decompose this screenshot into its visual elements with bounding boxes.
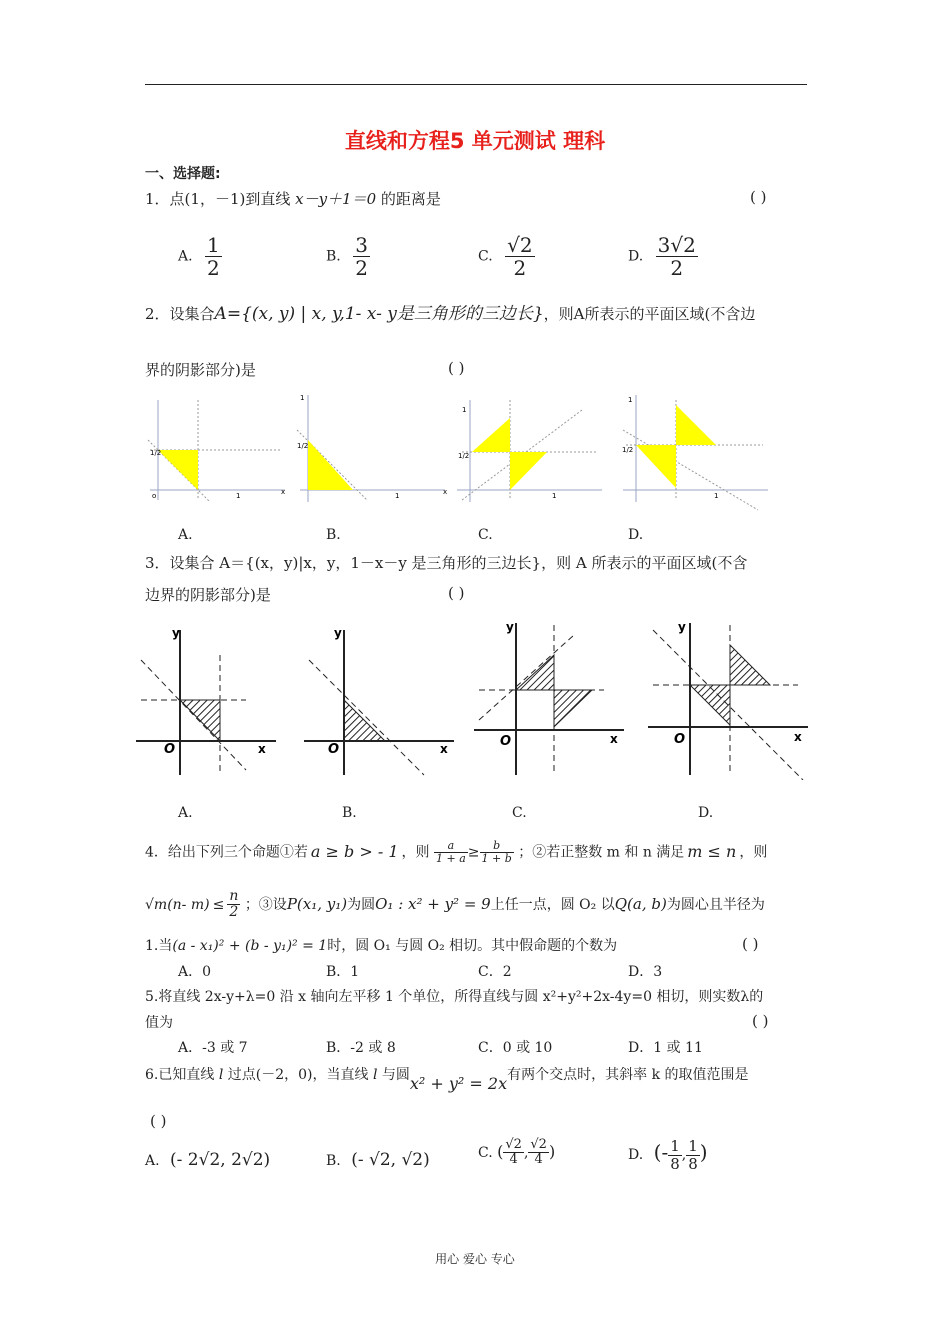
denominator: 8 <box>688 1154 698 1173</box>
fraction <box>205 234 222 279</box>
q6-line-var: l <box>218 1067 224 1083</box>
shaded-region <box>308 440 353 490</box>
option-label: B. <box>326 1153 341 1169</box>
denominator: 4 <box>509 1152 518 1168</box>
q4-line3-expr: (a - x₁)² + (b - y₁)² = 1 <box>172 938 328 954</box>
denominator: 2 <box>229 904 239 921</box>
axis-label-x: x <box>794 730 802 744</box>
q4-text-c: ；②若正整数 m 和 n 满足 <box>518 844 685 861</box>
shaded-region <box>730 645 770 685</box>
shaded-region <box>554 690 592 727</box>
q1-expr: x－y＋1＝0 <box>295 190 377 208</box>
axis-label-half: 1/2 <box>622 446 634 454</box>
fraction <box>668 1138 682 1172</box>
q4-center: Q(a, b) <box>614 894 667 913</box>
numerator: √2 <box>530 1137 547 1152</box>
fraction <box>686 1138 700 1172</box>
fraction <box>528 1138 549 1168</box>
q4-point: P(x₁, y₁) <box>286 894 348 913</box>
q3-figure-c <box>474 620 624 775</box>
q6-option-b <box>326 1150 430 1170</box>
fraction <box>434 840 468 865</box>
q4-line3-text: 1.当 <box>145 938 173 954</box>
q4-text-h: 为圆心且半径为 <box>666 896 765 913</box>
ge-sign: ≥ <box>467 844 480 861</box>
q6-option-d: D. (- $\frac{1}{8}$ , $\frac{1}{8}$ ) <box>628 1137 708 1173</box>
q2-option-b: B. <box>326 527 341 543</box>
header-rule <box>145 84 807 85</box>
numerator: √2 <box>505 1137 522 1152</box>
denominator: 8 <box>670 1154 680 1173</box>
axis-label-origin: O <box>164 742 176 757</box>
denominator: 2 <box>207 256 220 280</box>
q3-option-c: C. <box>512 805 527 821</box>
fraction <box>353 234 370 279</box>
axis-label-one-x: 1 <box>552 492 557 500</box>
fraction <box>505 234 534 279</box>
q5-line2: 值为 <box>145 1015 173 1031</box>
q1-option-d <box>628 234 698 279</box>
q2-set-expr: A={(x, y) | x, y,1- x- y是三角形的三边长} <box>214 304 544 324</box>
numerator: a <box>434 840 468 853</box>
axis-label-one: 1 <box>300 394 305 402</box>
q2-figure-d <box>622 395 768 510</box>
q4-sqrt-expr: √m(n- m) <box>145 896 210 913</box>
option-label: C. <box>478 248 493 265</box>
axis-label-one: 1 <box>236 492 241 500</box>
axis-label-half: 1/2 <box>458 452 470 460</box>
fraction <box>480 840 514 865</box>
q3-option-b: B. <box>342 805 357 821</box>
denominator: 2 <box>355 256 368 280</box>
q5-option-a: A．-3 或 7 <box>178 1040 248 1056</box>
shaded-region <box>690 685 730 725</box>
q1-answer-blank: ( ) <box>750 188 767 206</box>
page-footer: 用心 爱心 专心 <box>435 1252 515 1266</box>
q2-text: 2．设集合 <box>145 305 215 323</box>
q6-line-var: l <box>372 1067 378 1083</box>
question-1 <box>145 188 441 209</box>
q4-cond1: a ≥ b > - 1 <box>310 841 399 861</box>
q4-text-b: ，则 <box>401 844 430 861</box>
shaded-region <box>510 452 547 490</box>
axis-label-origin: O <box>328 742 340 757</box>
axis-label-half: 1/2 <box>297 442 309 450</box>
numerator: 1 <box>207 233 220 257</box>
axis-label-one: 1 <box>628 396 633 404</box>
q2-line2-text: 界的阴影部分)是 <box>145 361 256 379</box>
shaded-region <box>344 700 385 741</box>
option-label: D. <box>628 248 644 265</box>
q1-option-b <box>326 234 370 279</box>
numerator: 3 <box>355 233 368 257</box>
q6-answer-blank: ( ) <box>150 1112 167 1130</box>
q3-figure-b <box>304 626 454 775</box>
q1-text-end: 的距离是 <box>376 190 441 208</box>
fraction <box>503 1138 524 1168</box>
axis-label-x: x <box>281 488 286 496</box>
axis-label-x: x <box>440 742 448 756</box>
q6-option-a-expr: (- 2√2, 2√2) <box>170 1150 271 1170</box>
shaded-region <box>636 445 676 488</box>
q4-option-b: B．1 <box>326 964 360 980</box>
axis-label-one: 1 <box>462 406 467 414</box>
q2-figure-c <box>457 400 602 502</box>
axis-label-one-x: 1 <box>395 492 400 500</box>
q6-text-b: 过点(－2，0)，当直线 <box>223 1067 373 1083</box>
axis-label-origin: o <box>152 492 157 500</box>
q2-text-b: ，则 <box>543 305 574 323</box>
option-label: A. <box>178 248 193 265</box>
q3-line2: 边界的阴影部分)是 <box>145 586 271 604</box>
q2-figure-a <box>148 400 285 502</box>
shaded-region <box>676 405 716 445</box>
fraction <box>656 234 698 279</box>
q6-text-d: 有两个交点时，其斜率 k 的取值范围是 <box>507 1067 749 1083</box>
fraction <box>227 889 240 921</box>
q1-text: 1．点(1，－1)到直线 <box>145 190 296 208</box>
numerator: b <box>480 840 514 853</box>
q2-answer-blank: ( ) <box>448 359 465 377</box>
q6-text-c: 与圆 <box>377 1067 410 1083</box>
q3-figure-a <box>136 626 276 775</box>
q4-text-f: 为圆 <box>347 896 376 913</box>
shaded-region <box>516 655 554 690</box>
option-label: D. <box>628 1147 644 1163</box>
q4-answer-blank: ( ) <box>742 935 759 953</box>
q4-line2 <box>145 889 765 921</box>
q4-option-a: A．0 <box>178 964 212 980</box>
axis-label-y: y <box>678 620 686 634</box>
q4-text: 4．给出下列三个命题①若 <box>145 844 308 861</box>
axis-label-half: 1/2 <box>150 449 162 457</box>
question-6 <box>145 1064 749 1093</box>
denominator: 2 <box>513 256 527 280</box>
axis-label-x: x <box>443 488 448 496</box>
q1-option-c <box>478 234 535 279</box>
shaded-region <box>472 418 510 452</box>
numerator: 1 <box>670 1137 680 1155</box>
axis-label-origin: O <box>674 732 686 747</box>
page-title: 直线和方程5 单元测试 理科 <box>344 129 606 153</box>
q3-option-d: D. <box>698 805 714 821</box>
le-sign: ≤ <box>212 896 225 913</box>
q6-text: 6.已知直线 <box>145 1067 219 1083</box>
q2-figures <box>140 390 800 520</box>
q6-option-a <box>145 1150 270 1170</box>
axis-label-x: x <box>258 742 266 756</box>
numerator: 1 <box>688 1137 698 1155</box>
denominator: 4 <box>534 1152 543 1168</box>
q3-option-a: A. <box>178 805 193 821</box>
denominator: 1 + a <box>435 852 466 866</box>
option-label: A. <box>145 1153 160 1169</box>
q6-circle: x² + y² = 2x <box>409 1074 508 1093</box>
q2-figure-b <box>297 394 447 502</box>
q2-option-c: C. <box>478 527 493 543</box>
axis-label-y: y <box>172 626 180 640</box>
axis-label-y: y <box>506 620 514 634</box>
q4-line3-text-b: 时，圆 O₁ 与圆 O₂ 相切。其中假命题的个数为 <box>327 938 618 954</box>
section-heading: 一、选择题: <box>145 166 221 182</box>
q6-option-c: C. ( $\frac{√2}{4}$ , $\frac{√2}{4}$ ) <box>478 1137 556 1168</box>
axis-label-x: x <box>610 732 618 746</box>
q4-option-c: C．2 <box>478 964 512 980</box>
q3-figures <box>136 615 816 780</box>
axis-label-y: y <box>334 626 342 640</box>
q4-option-d: D．3 <box>628 964 663 980</box>
numerator: 3√2 <box>657 233 696 257</box>
question-5: 5.将直线 2x-y+λ=0 沿 x 轴向左平移 1 个单位，所得直线与圆 x²+y²+2x-4y=0 相切，则实数λ的 <box>145 989 764 1005</box>
q5-option-c: C．0 或 10 <box>478 1040 553 1056</box>
q2-option-d: D. <box>628 527 644 543</box>
q2-line2 <box>145 359 256 380</box>
q2-text-c: A所表示的平面区域(不含边 <box>573 305 756 323</box>
numerator: n <box>229 888 239 904</box>
q5-answer-blank: ( ) <box>752 1012 769 1030</box>
axis-label-origin: O <box>500 734 512 749</box>
option-label: C. <box>478 1144 493 1161</box>
q6-option-b-expr: (- √2, √2) <box>351 1150 430 1170</box>
denominator: 1 + b <box>481 852 512 866</box>
q2-option-a: A. <box>178 527 193 543</box>
q5-option-d: D．1 或 11 <box>628 1040 703 1056</box>
numerator: √2 <box>507 233 533 257</box>
q4-line3 <box>145 935 617 955</box>
shaded-region <box>158 450 198 490</box>
q4-cond2: m ≤ n <box>687 841 737 861</box>
q4-circle: O₁ : x² + y² = 9 <box>375 894 491 913</box>
question-2 <box>145 299 755 324</box>
question-3: 3．设集合 A＝{(x，y)|x，y，1－x－y 是三角形的三边长}，则 A 所表示的平面区域(不含 <box>145 554 748 572</box>
question-4 <box>145 840 767 865</box>
q3-figure-d <box>648 620 808 780</box>
q4-text-g: 上任一点，圆 O₂ 以 <box>490 896 615 913</box>
option-label: B. <box>326 248 341 265</box>
shaded-region <box>180 700 220 741</box>
q4-text-d: ，则 <box>739 844 768 861</box>
q5-option-b: B．-2 或 8 <box>326 1040 396 1056</box>
axis-label-one-x: 1 <box>714 492 719 500</box>
q1-option-a <box>178 234 222 279</box>
denominator: 2 <box>670 256 684 280</box>
q3-answer-blank: ( ) <box>448 584 465 602</box>
q4-text-e: ；③设 <box>244 896 287 913</box>
